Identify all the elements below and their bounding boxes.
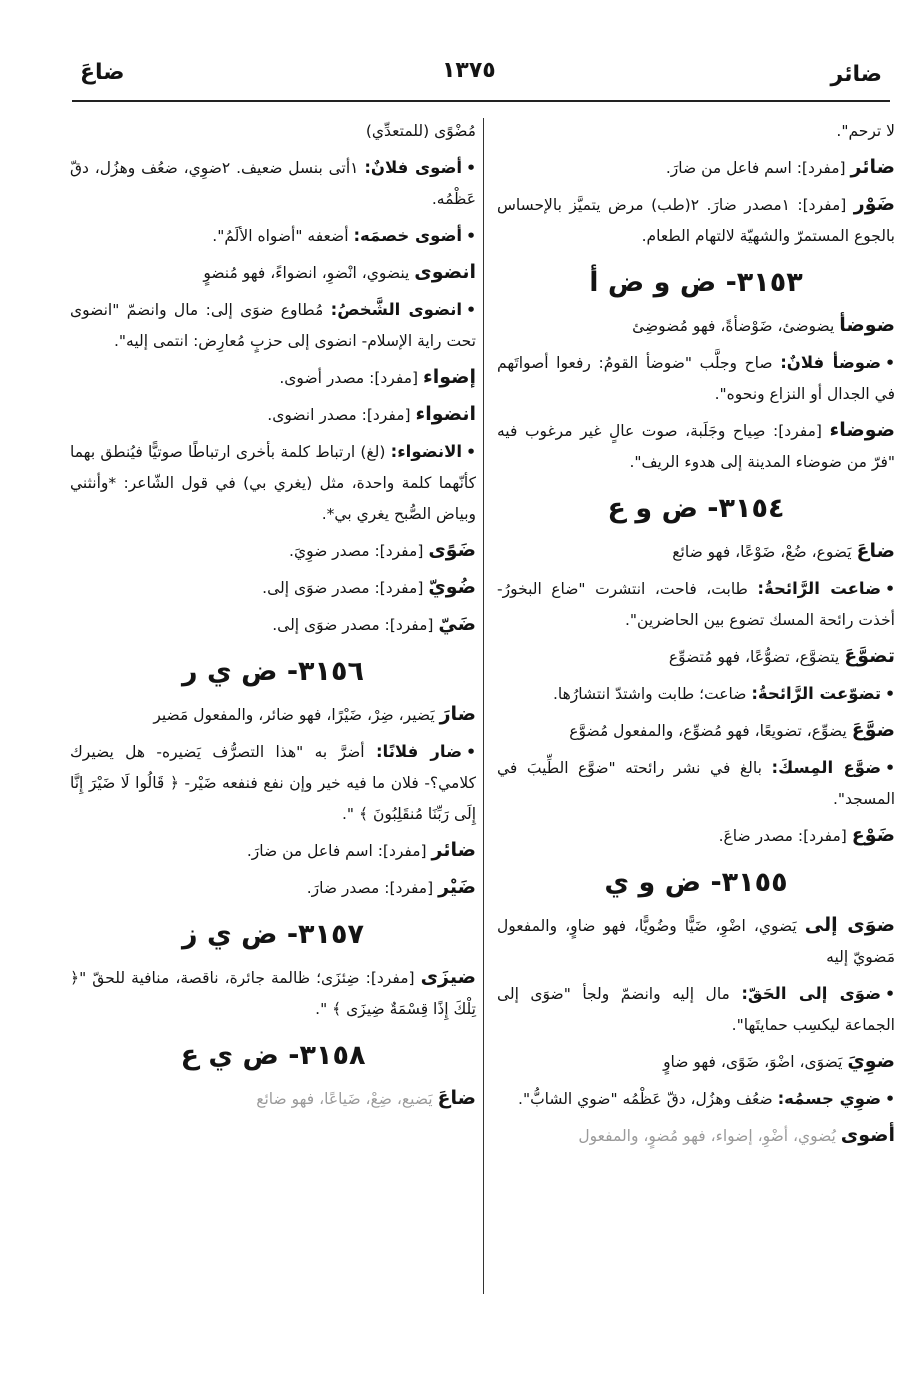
sub-entry <box>70 436 476 530</box>
definition: [مفرد]: ١مصدر ضارَ. ٢(طب) مرض يتميَّز بالإحساس بالجوع المستمرّ والشهيّة لالتهام الطعام. <box>497 196 895 245</box>
bullet: • <box>466 227 476 245</box>
headword: ضوَى إلى <box>804 914 895 936</box>
root-letters: ض و ض أ <box>589 267 726 298</box>
definition: ١أتى بنسل ضعيف. ٢ضوِي، ضعُف وهزُل، دقّ عَظْمُه. <box>70 159 476 208</box>
sub-entry <box>497 347 895 410</box>
entry <box>497 910 895 973</box>
definition: بالغ في نشر رائحته "ضوَّع الطِّيبَ في المسجد". <box>497 759 895 808</box>
entry <box>70 362 476 394</box>
headword: ضُويّ <box>428 576 476 598</box>
bullet: • <box>885 759 895 777</box>
definition: ضاعت؛ طابت واشتدّ انتشارُها. <box>552 685 752 703</box>
root-letters: ض ي ع <box>180 1040 289 1071</box>
root-letters: ض و ع <box>607 493 708 524</box>
entry <box>497 1046 895 1078</box>
entry <box>70 399 476 431</box>
definition: [مفرد]: مصدر ضوِيَ. <box>289 542 429 560</box>
root-number: ٣١٥٥- <box>710 867 788 898</box>
sub-headword: ضوَى إلى الحَقّ: <box>741 984 882 1003</box>
headword: ضائر <box>850 156 895 178</box>
bullet: • <box>885 580 895 598</box>
sub-entry <box>497 1083 895 1115</box>
bullet: • <box>885 685 895 703</box>
sub-headword: ضار فلانًا: <box>375 742 463 761</box>
sub-entry <box>70 152 476 215</box>
continuation-line: مُضْوًى (للمتعدِّي) <box>365 122 476 140</box>
bullet: • <box>885 354 895 372</box>
headword: تضوَّعَ <box>844 645 895 667</box>
sub-headword: ضوضأ فلانٌ: <box>780 353 882 372</box>
headword: ضارَ <box>439 703 476 725</box>
definition: يَضيع، ضِعْ، ضَياعًا، فهو ضائع <box>256 1090 438 1108</box>
entry <box>497 415 895 478</box>
headword: ضاعَ <box>437 1087 476 1109</box>
entry <box>70 835 476 867</box>
root-heading <box>497 490 895 528</box>
sub-headword: ضاعت الرَّائحةُ: <box>757 579 882 598</box>
bullet: • <box>885 985 895 1003</box>
definition: يَضير، ضِرْ، ضَيْرًا، فهو ضائر، والمفعول مَضير <box>153 706 440 724</box>
sub-headword: ضوَّع المِسكَ: <box>771 758 882 777</box>
entry <box>70 699 476 731</box>
sub-entry <box>497 752 895 815</box>
root-letters: ض ي ز <box>182 919 287 950</box>
definition: يَضوع، ضُعْ، ضَوْعًا، فهو ضائع <box>672 543 857 561</box>
left-column <box>70 116 476 1120</box>
sub-entry <box>70 294 476 357</box>
definition: أضعفه "أضواه الألَمُ". <box>212 227 354 245</box>
definition: مال إليه وانضمّ ولجأ "ضوَى إلى الجماعة ليكسِب حمايتَها". <box>497 985 895 1034</box>
headword: ضَوْع <box>851 824 895 846</box>
header-first-word: ضائر <box>830 62 882 87</box>
headword: انضوى <box>414 261 476 283</box>
sub-headword: ضوِي جسمُه: <box>777 1089 882 1108</box>
definition: طابت، فاحت، انتشرت "ضاع البخورُ- أخذت رائحة المسك تضوع بين الحاضرين". <box>497 580 895 629</box>
definition: أضرَّ به "هذا التصرُّف يَضيره- هل يضيرك كلامي؟- فلان ما فيه خير وإن نفع فنفعه ضَيْر- ﴿ قَالُوا لَا ضَيْرَ إِنَّا إِلَى رَبِّنَا مُنقَلِبُونَ ﴾ ". <box>70 743 476 823</box>
headword: ضَيْر <box>438 876 476 898</box>
entry <box>70 872 476 904</box>
header-last-word: ضاعَ <box>80 60 125 85</box>
page-number: ١٣٧٥ <box>442 58 496 83</box>
headword: ضوَّعَ <box>851 719 895 741</box>
definition: يضوضئ، ضَوْضأةً، فهو مُضوضِئ <box>632 317 840 335</box>
headword: إضواء <box>422 366 476 388</box>
definition: مُطاوع ضوَى إلى: مال وانضمّ "انضوى تحت راية الإسلام- انضوى إلى حزبٍ مُعارِض: انتمى إليه". <box>70 301 476 350</box>
definition: ضعُف وهزُل، دقّ عَظْمُه "ضوي الشابُّ". <box>518 1090 778 1108</box>
definition: يُضوي، أضْوِ، إضواء، فهو مُضوٍ، والمفعول <box>578 1127 841 1145</box>
root-number: ٣١٥٦- <box>286 656 364 687</box>
root-letters: ض و ي <box>604 867 711 898</box>
sub-headword: انضوى الشَّخصُ: <box>330 300 463 319</box>
entry <box>497 310 895 342</box>
definition: [مفرد]: مصدر ضوَى إلى. <box>262 579 429 597</box>
headword: انضواء <box>415 403 476 425</box>
definition: يتضوَّع، تضوُّعًا، فهو مُتضوِّع <box>668 648 845 666</box>
sub-headword: الانضواء: <box>390 442 463 461</box>
headword: ضائر <box>431 839 476 861</box>
sub-headword: تضوّعت الرَّائحةُ: <box>751 684 882 703</box>
entry <box>497 189 895 252</box>
sub-headword: أضوى خصمَه: <box>353 226 463 245</box>
root-number: ٣١٥٣- <box>725 267 803 298</box>
entry <box>70 962 476 1025</box>
sub-entry <box>70 220 476 252</box>
entry <box>497 820 895 852</box>
entry <box>497 641 895 673</box>
headword: ضيزَى <box>420 966 476 988</box>
definition: يضوِّع، تضويعًا، فهو مُضوِّع، والمفعول مُضوَّع <box>569 722 852 740</box>
root-number: ٣١٥٨- <box>288 1040 366 1071</box>
definition: يَضوي، اضْوِ، ضَيًّا وضُويًّا، فهو ضاوٍ، والمفعول مَضويّ إليه <box>497 917 895 966</box>
definition: صاح وجلَّب "ضوضأ القومُ: رفعوا أصواتَهم في الجدال أو النزاع ونحوه". <box>497 354 895 403</box>
entry <box>497 715 895 747</box>
headword: ضوضاء <box>829 419 895 441</box>
column-divider <box>483 118 484 1294</box>
sub-entry <box>497 978 895 1041</box>
headword: ضَوْر <box>853 193 895 215</box>
entry <box>497 1120 895 1152</box>
headword: ضوِيَ <box>847 1050 895 1072</box>
right-column <box>497 116 895 1157</box>
sub-entry <box>497 573 895 636</box>
page-header <box>62 52 882 92</box>
headword: ضوضأ <box>839 314 895 336</box>
root-letters: ض ي ر <box>182 656 287 687</box>
root-heading <box>70 916 476 954</box>
bullet: • <box>885 1090 895 1108</box>
definition: [مفرد]: مصدر ضاعَ. <box>718 827 852 845</box>
root-heading <box>497 264 895 302</box>
bullet: • <box>466 159 476 177</box>
root-heading <box>497 864 895 902</box>
entry <box>70 257 476 289</box>
bullet: • <box>466 443 476 461</box>
headword: ضَيّ <box>438 613 476 635</box>
sub-entry <box>70 736 476 830</box>
header-rule <box>72 100 890 102</box>
definition: [مفرد]: اسم فاعل من ضارَ. <box>246 842 432 860</box>
entry <box>70 609 476 641</box>
entry <box>70 572 476 604</box>
definition: (لغ) ارتباط كلمة بأخرى ارتباطًا صوتيًّا فيُنطق بهما كأنّهما كلمة واحدة، مثل (يغري بي) في قول الشّاعر: *وأنثني وبياض الصُّبح يغري بي*. <box>70 443 476 523</box>
sub-entry <box>497 678 895 710</box>
bullet: • <box>466 743 476 761</box>
root-heading <box>70 653 476 691</box>
definition: [مفرد]: مصدر ضوَى إلى. <box>272 616 439 634</box>
definition: ينضوي، انْضوِ، انضواءً، فهو مُنضوٍ <box>203 264 415 282</box>
headword: ضَوًى <box>428 539 476 561</box>
definition: [مفرد]: اسم فاعل من ضارَ. <box>665 159 851 177</box>
entry <box>497 152 895 184</box>
root-heading <box>70 1037 476 1075</box>
continuation-line: لا ترحم". <box>836 122 895 140</box>
entry <box>70 1083 476 1115</box>
bullet: • <box>466 301 476 319</box>
headword: أضوى <box>840 1124 895 1146</box>
definition: [مفرد]: مصدر ضارَ. <box>306 879 439 897</box>
sub-headword: أضوى فلانٌ: <box>364 158 463 177</box>
entry <box>497 536 895 568</box>
root-number: ٣١٥٤- <box>707 493 785 524</box>
definition: [مفرد]: مصدر أضوى. <box>279 369 423 387</box>
headword: ضاعَ <box>856 540 895 562</box>
definition: [مفرد]: ضِئزَى؛ ظالمة جائرة، ناقصة، منافية للحقّ "﴿ تِلْكَ إِذًا قِسْمَةٌ ضِيزَى ﴾ ". <box>70 969 476 1018</box>
definition: [مفرد]: مصدر انضوى. <box>267 406 416 424</box>
definition: يَضوَى، اضْوَ، ضَوًى، فهو ضاوٍ <box>663 1053 848 1071</box>
root-number: ٣١٥٧- <box>286 919 364 950</box>
entry <box>70 535 476 567</box>
definition: [مفرد]: صِياح وجَلَبة، صوت عالٍ غير مرغوب فيه "فرّ من ضوضاء المدينة إلى هدوء الريف". <box>497 422 895 471</box>
